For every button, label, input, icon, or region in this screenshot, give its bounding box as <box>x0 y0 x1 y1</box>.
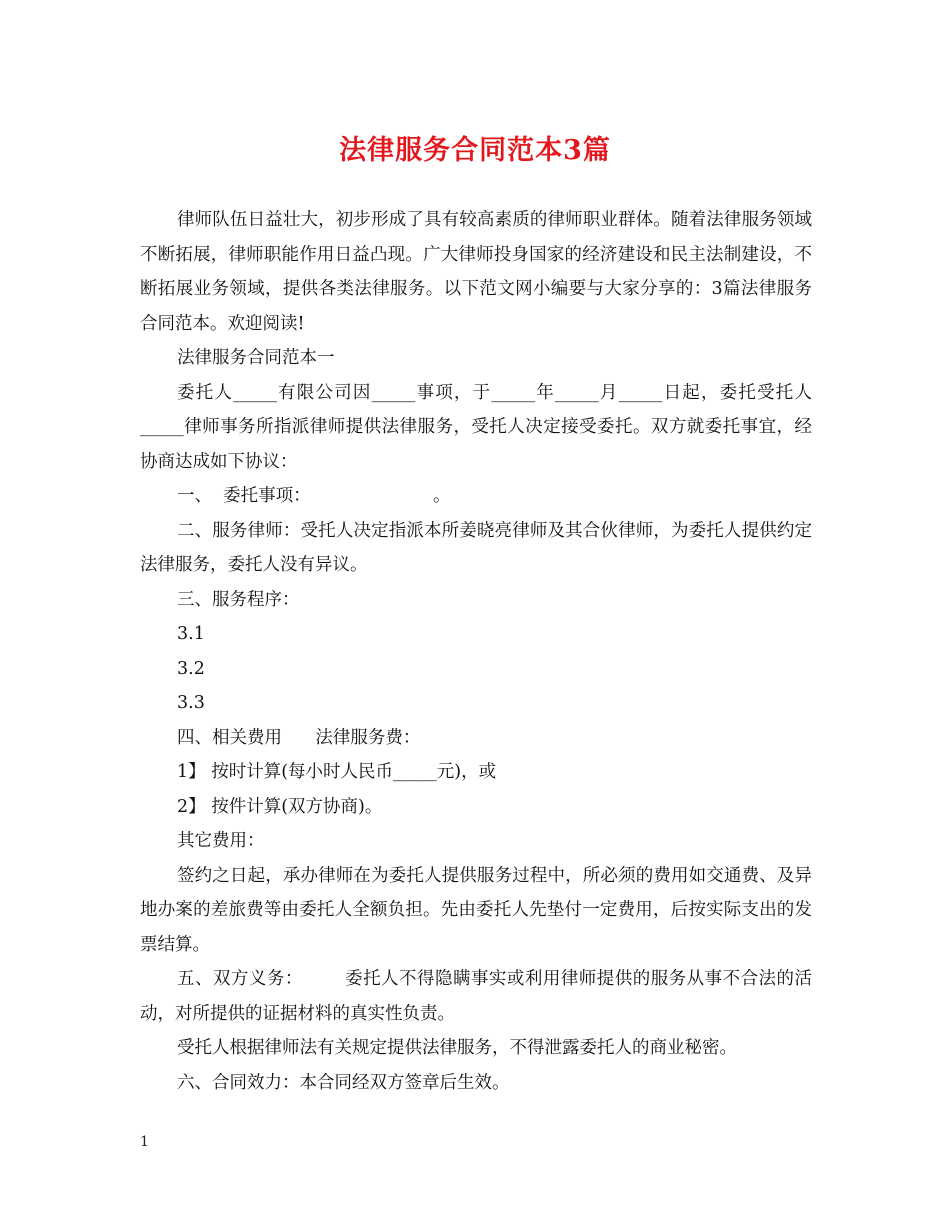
fee-option-1: 1】 按时计算(每小时人民币_____元)，或 <box>177 762 497 782</box>
page-number: 1 <box>140 1134 149 1150</box>
clause-3: 三、服务程序： <box>177 589 300 610</box>
clause-5-trustee: 受托人根据律师法有关规定提供法律服务，不得泄露委托人的商业秘密。 <box>177 1038 737 1058</box>
document-body <box>140 203 812 1100</box>
clause-3-1: 3.1 <box>177 624 205 644</box>
other-fee-heading: 其它费用： <box>177 831 265 851</box>
fee-option-2: 2】 按件计算(双方协商)。 <box>177 796 383 817</box>
clause-5: 五、双方义务： 委托人不得隐瞒事实或利用律师提供的服务从事不合法的活动，对所提供的证据材料的真实性负责。 <box>140 969 812 1024</box>
section-heading: 法律服务合同范本一 <box>177 348 335 368</box>
clause-6: 六、合同效力：本合同经双方签章后生效。 <box>177 1072 510 1093</box>
other-fee-paragraph: 签约之日起，承办律师在为委托人提供服务过程中，所必须的费用如交通费、及异地办案的差旅费等由委托人全额负担。先由委托人先垫付一定费用，后按实际支出的发票结算。 <box>140 865 812 955</box>
clause-2: 二、服务律师：受托人决定指派本所姜晓亮律师及其合伙律师，为委托人提供约定法律服务，委托人没有异议。 <box>140 520 812 575</box>
clause-3-3: 3.3 <box>177 693 205 713</box>
entrust-paragraph: 委托人_____有限公司因_____事项，于_____年_____月_____日起，委托受托人_____律师事务所指派律师提供法律服务，受托人决定接受委托。双方就委托事宜，经协商达成如下协议： <box>140 382 812 472</box>
clause-1: 一、 委托事项： 。 <box>177 486 451 506</box>
document-title: 法律服务合同范本3篇 <box>339 135 611 166</box>
clause-3-2: 3.2 <box>177 658 205 679</box>
clause-4: 四、相关费用 法律服务费： <box>177 727 421 748</box>
intro-paragraph: 律师队伍日益壮大，初步形成了具有较高素质的律师职业群体。随着法律服务领域不断拓展，律师职能作用日益凸现。广大律师投身国家的经济建设和民主法制建设，不断拓展业务领域，提供各类法律服务。以下范文网小编要与大家分享的：3篇法律服务合同范本。欢迎阅读! <box>140 210 812 334</box>
